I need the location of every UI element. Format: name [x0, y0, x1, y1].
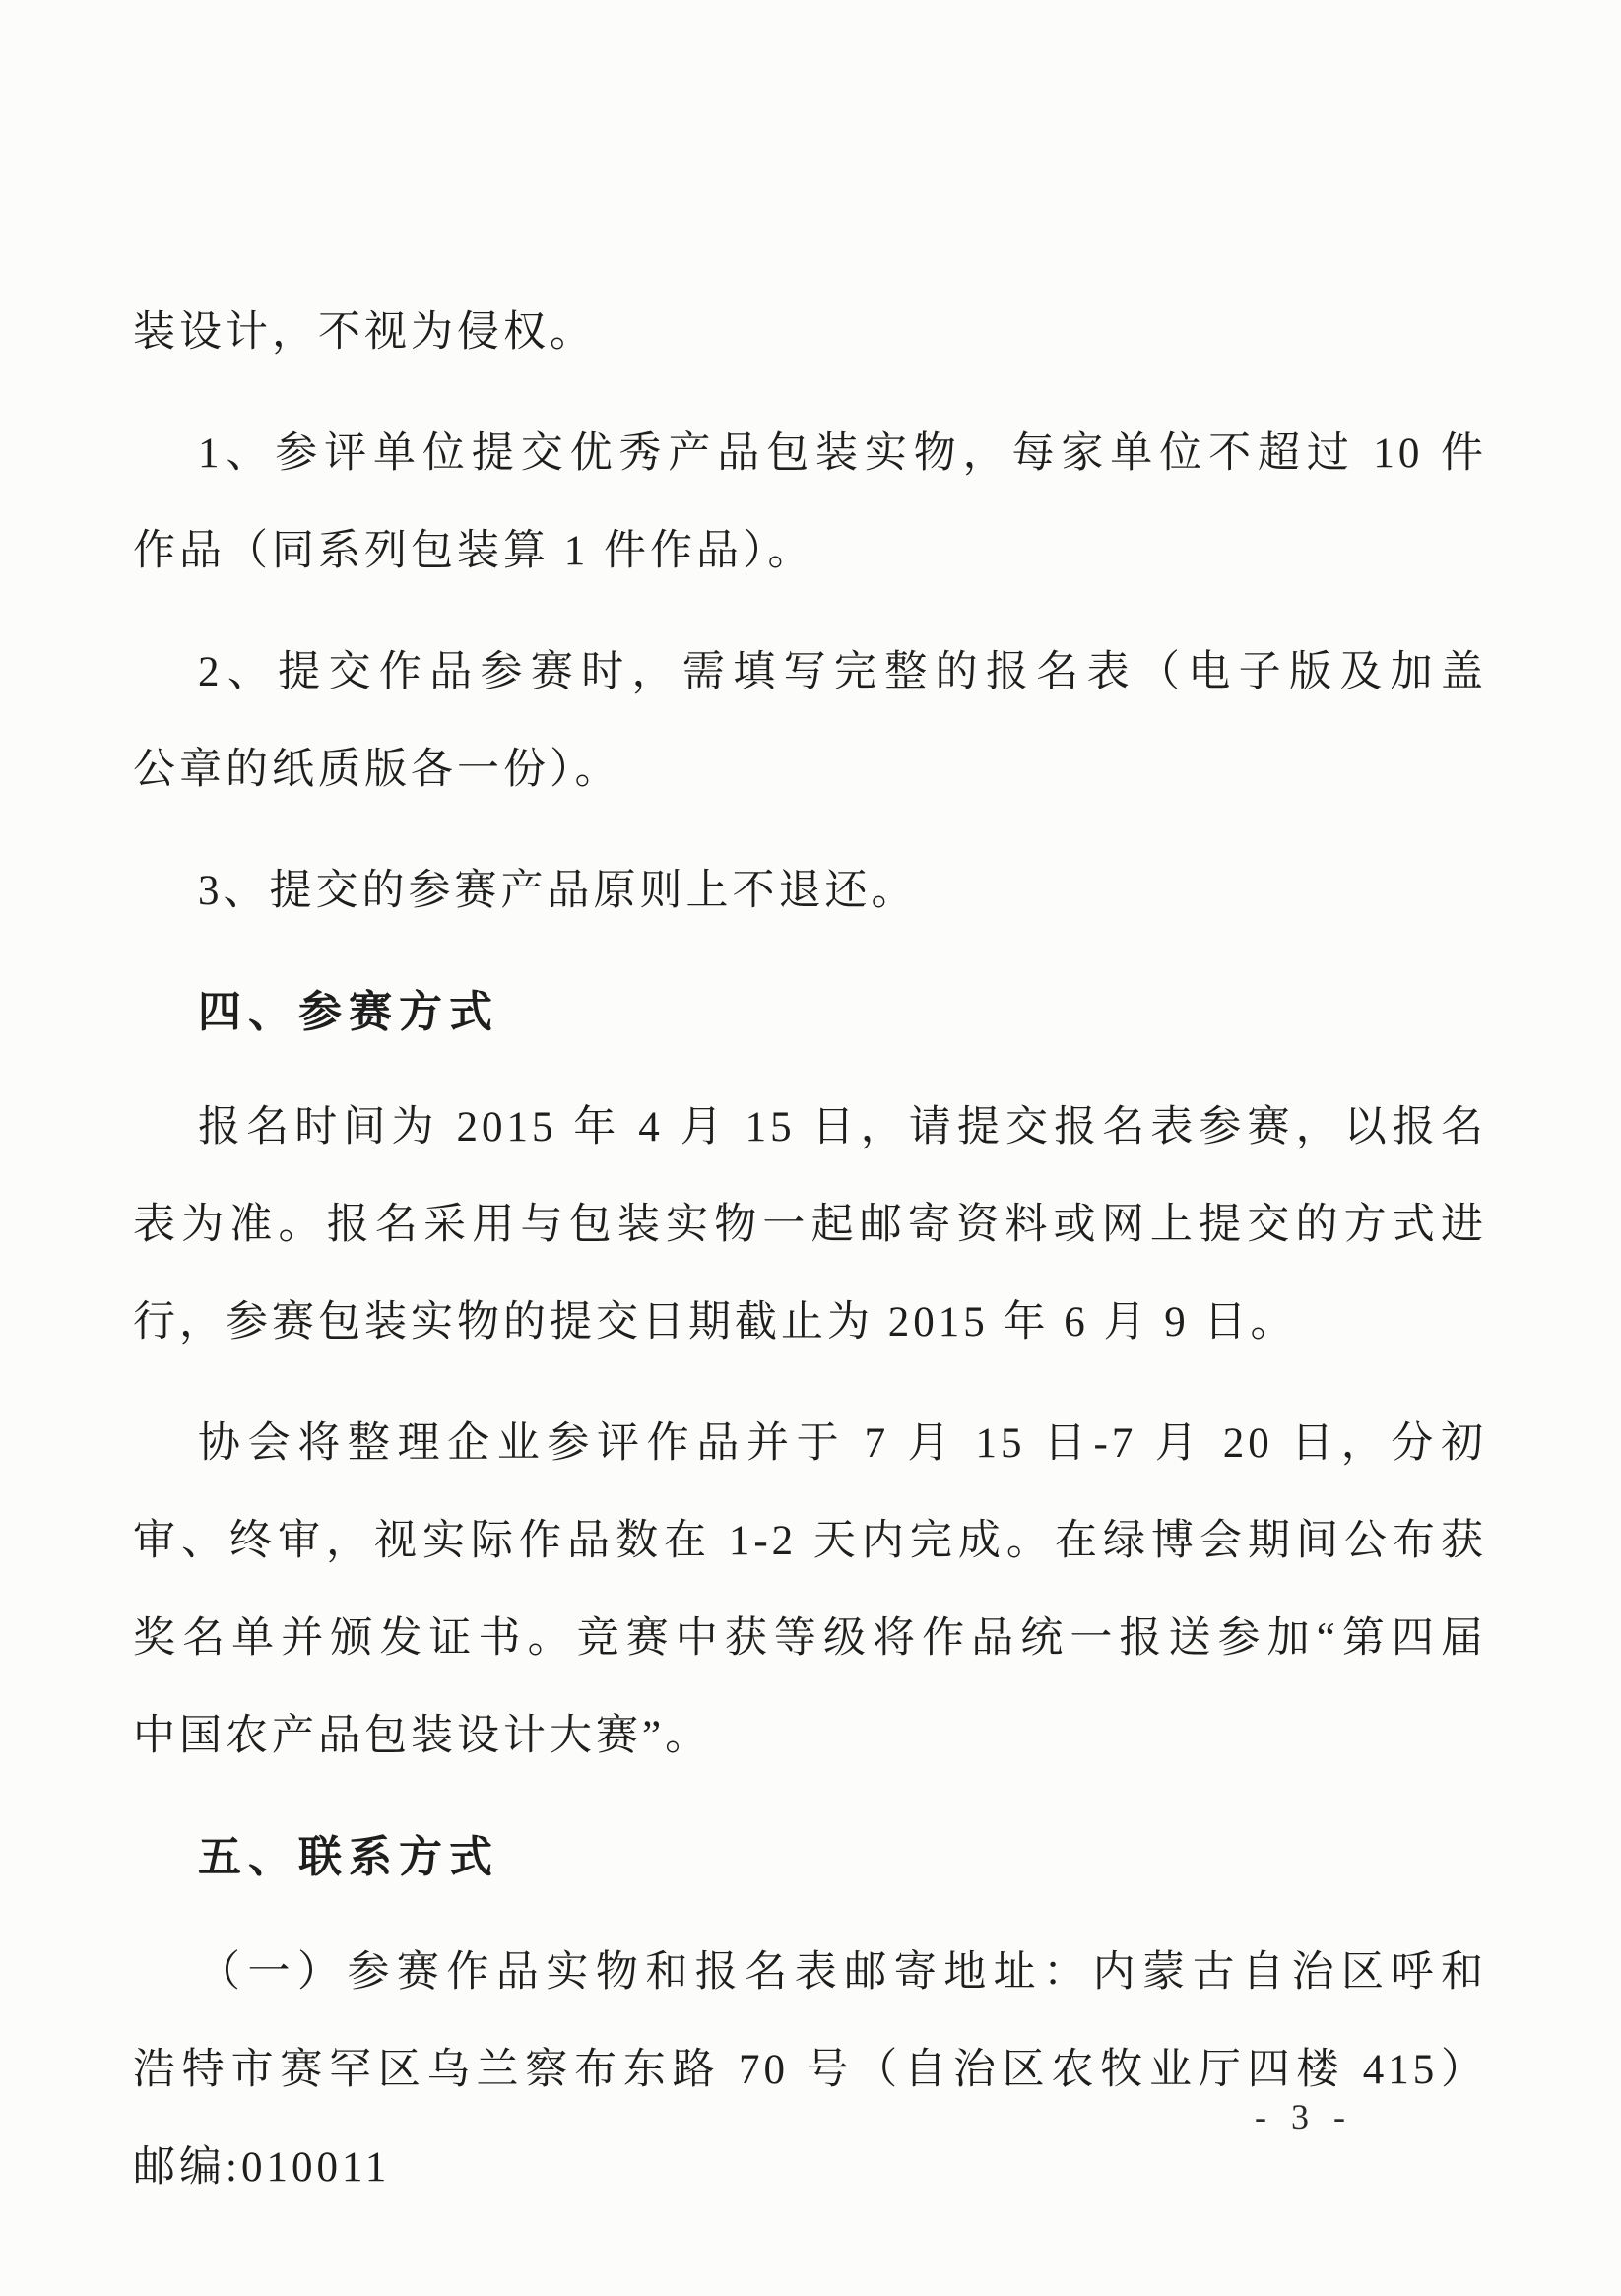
paragraph-line: （一）参赛作品实物和报名表邮寄地址：内蒙古自治区呼和 — [198, 1949, 1487, 1996]
section5-heading: 五、联系方式 — [198, 1833, 499, 1881]
paragraph-line: 奖名单并颁发证书。竞赛中获等级将作品统一报送参加“第四届 — [133, 1615, 1487, 1662]
paragraph-line: 行，参赛包装实物的提交日期截止为 2015 年 6 月 9 日。 — [133, 1299, 1297, 1345]
paragraph-line: 报名时间为 2015 年 4 月 15 日，请提交报名表参赛，以报名 — [198, 1104, 1487, 1150]
numbered-item-3 — [133, 842, 1487, 940]
numbered-item-1 — [133, 405, 1487, 600]
paragraph-line: 1、参评单位提交优秀产品包装实物，每家单位不超过 10 件 — [198, 430, 1487, 477]
paragraph-line: 审、终审，视实际作品数在 1-2 天内完成。在绿博会期间公布获 — [133, 1518, 1487, 1564]
document-content — [133, 284, 1487, 2240]
paragraph-line: 作品（同系列包装算 1 件作品）。 — [133, 528, 814, 574]
section4-paragraph-1 — [133, 1079, 1487, 1371]
paragraph-line: 装设计，不视为侵权。 — [133, 309, 596, 356]
paragraph-line: 浩特市赛罕区乌兰察布东路 70 号（自治区农牧业厅四楼 415） — [133, 2047, 1487, 2093]
section4-heading: 四、参赛方式 — [198, 988, 499, 1036]
paragraph-line: 公章的纸质版各一份）。 — [133, 747, 621, 793]
page-number: - 3 - — [1255, 2097, 1353, 2136]
paragraph-line: 表为准。报名采用与包装实物一起邮寄资料或网上提交的方式进 — [133, 1202, 1487, 1248]
paragraph-line: 协会将整理企业参评作品并于 7 月 15 日-7 月 20 日，分初 — [198, 1420, 1487, 1467]
numbered-item-2 — [133, 623, 1487, 819]
section4-paragraph-2 — [133, 1395, 1487, 1785]
paragraph-line: 邮编:010011 — [133, 2144, 391, 2191]
paragraph-line: 中国农产品包装设计大赛”。 — [133, 1713, 712, 1759]
section5-paragraph-1 — [133, 1924, 1487, 2216]
paragraph-line: 3、提交的参赛产品原则上不退还。 — [198, 868, 918, 914]
paragraph-line: 2、提交作品参赛时，需填写完整的报名表（电子版及加盖 — [198, 649, 1487, 695]
intro-paragraph — [133, 284, 1487, 381]
